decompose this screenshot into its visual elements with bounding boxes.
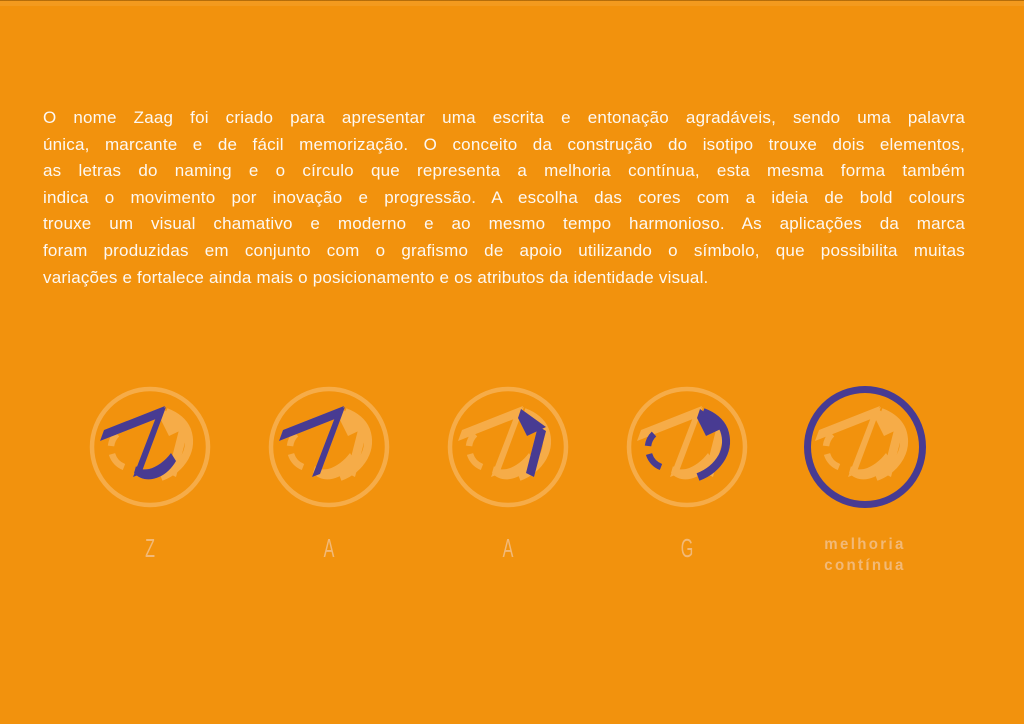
letter-label-a1: A — [323, 533, 335, 563]
paragraph-line: O nome Zaag foi criado para apresentar uma escrita e entonação agradáveis, sendo uma palavra — [43, 108, 965, 127]
logo-variant-full — [802, 384, 928, 510]
mark-piece-leftArc — [826, 434, 839, 467]
zaag-isotype-icon — [624, 384, 750, 510]
paragraph-line: trouxe um visual chamativo e moderno e ao mesmo tempo harmonioso. As aplicações da marca — [43, 214, 965, 234]
label-line: melhoria — [824, 536, 906, 553]
paragraph-line: variações e fortalece ainda mais o posicionamento e os atributos da identidade visual. — [43, 267, 709, 287]
paragraph-line: as letras do naming e o círculo que representa a melhoria contínua, esta mesma forma também — [43, 161, 965, 181]
zaag-isotype-icon — [802, 384, 928, 510]
paragraph-line: única, marcante e de fácil memorização. O conceito da construção do isotipo trouxe dois elementos, — [43, 134, 965, 154]
paragraph-line: foram produzidas em conjunto com o grafismo de apoio utilizando o símbolo, que possibilita muitas — [43, 240, 965, 260]
zaag-isotype-icon — [266, 384, 392, 510]
mark-piece-leftArc — [290, 434, 303, 467]
letter-label-z: Z — [145, 533, 155, 563]
label-line: contínua — [824, 557, 906, 574]
mark-piece-leftArc — [111, 434, 124, 467]
zaag-isotype-icon — [87, 384, 213, 510]
logo-variant-a1 — [266, 384, 392, 510]
logo-variant-g — [624, 384, 750, 510]
paragraph-line: indica o movimento por inovação e progressão. A escolha das cores com a ideia de bold colours — [43, 187, 965, 207]
melhoria-continua-label — [795, 534, 936, 576]
letter-label-g: G — [680, 533, 694, 563]
mark-piece-leftArc — [648, 434, 661, 467]
mark-piece-leftArc — [469, 434, 482, 467]
zaag-isotype-icon — [445, 384, 571, 510]
logo-variant-z — [87, 384, 213, 510]
logo-variant-a2 — [445, 384, 571, 510]
letter-label-a2: A — [502, 533, 514, 563]
